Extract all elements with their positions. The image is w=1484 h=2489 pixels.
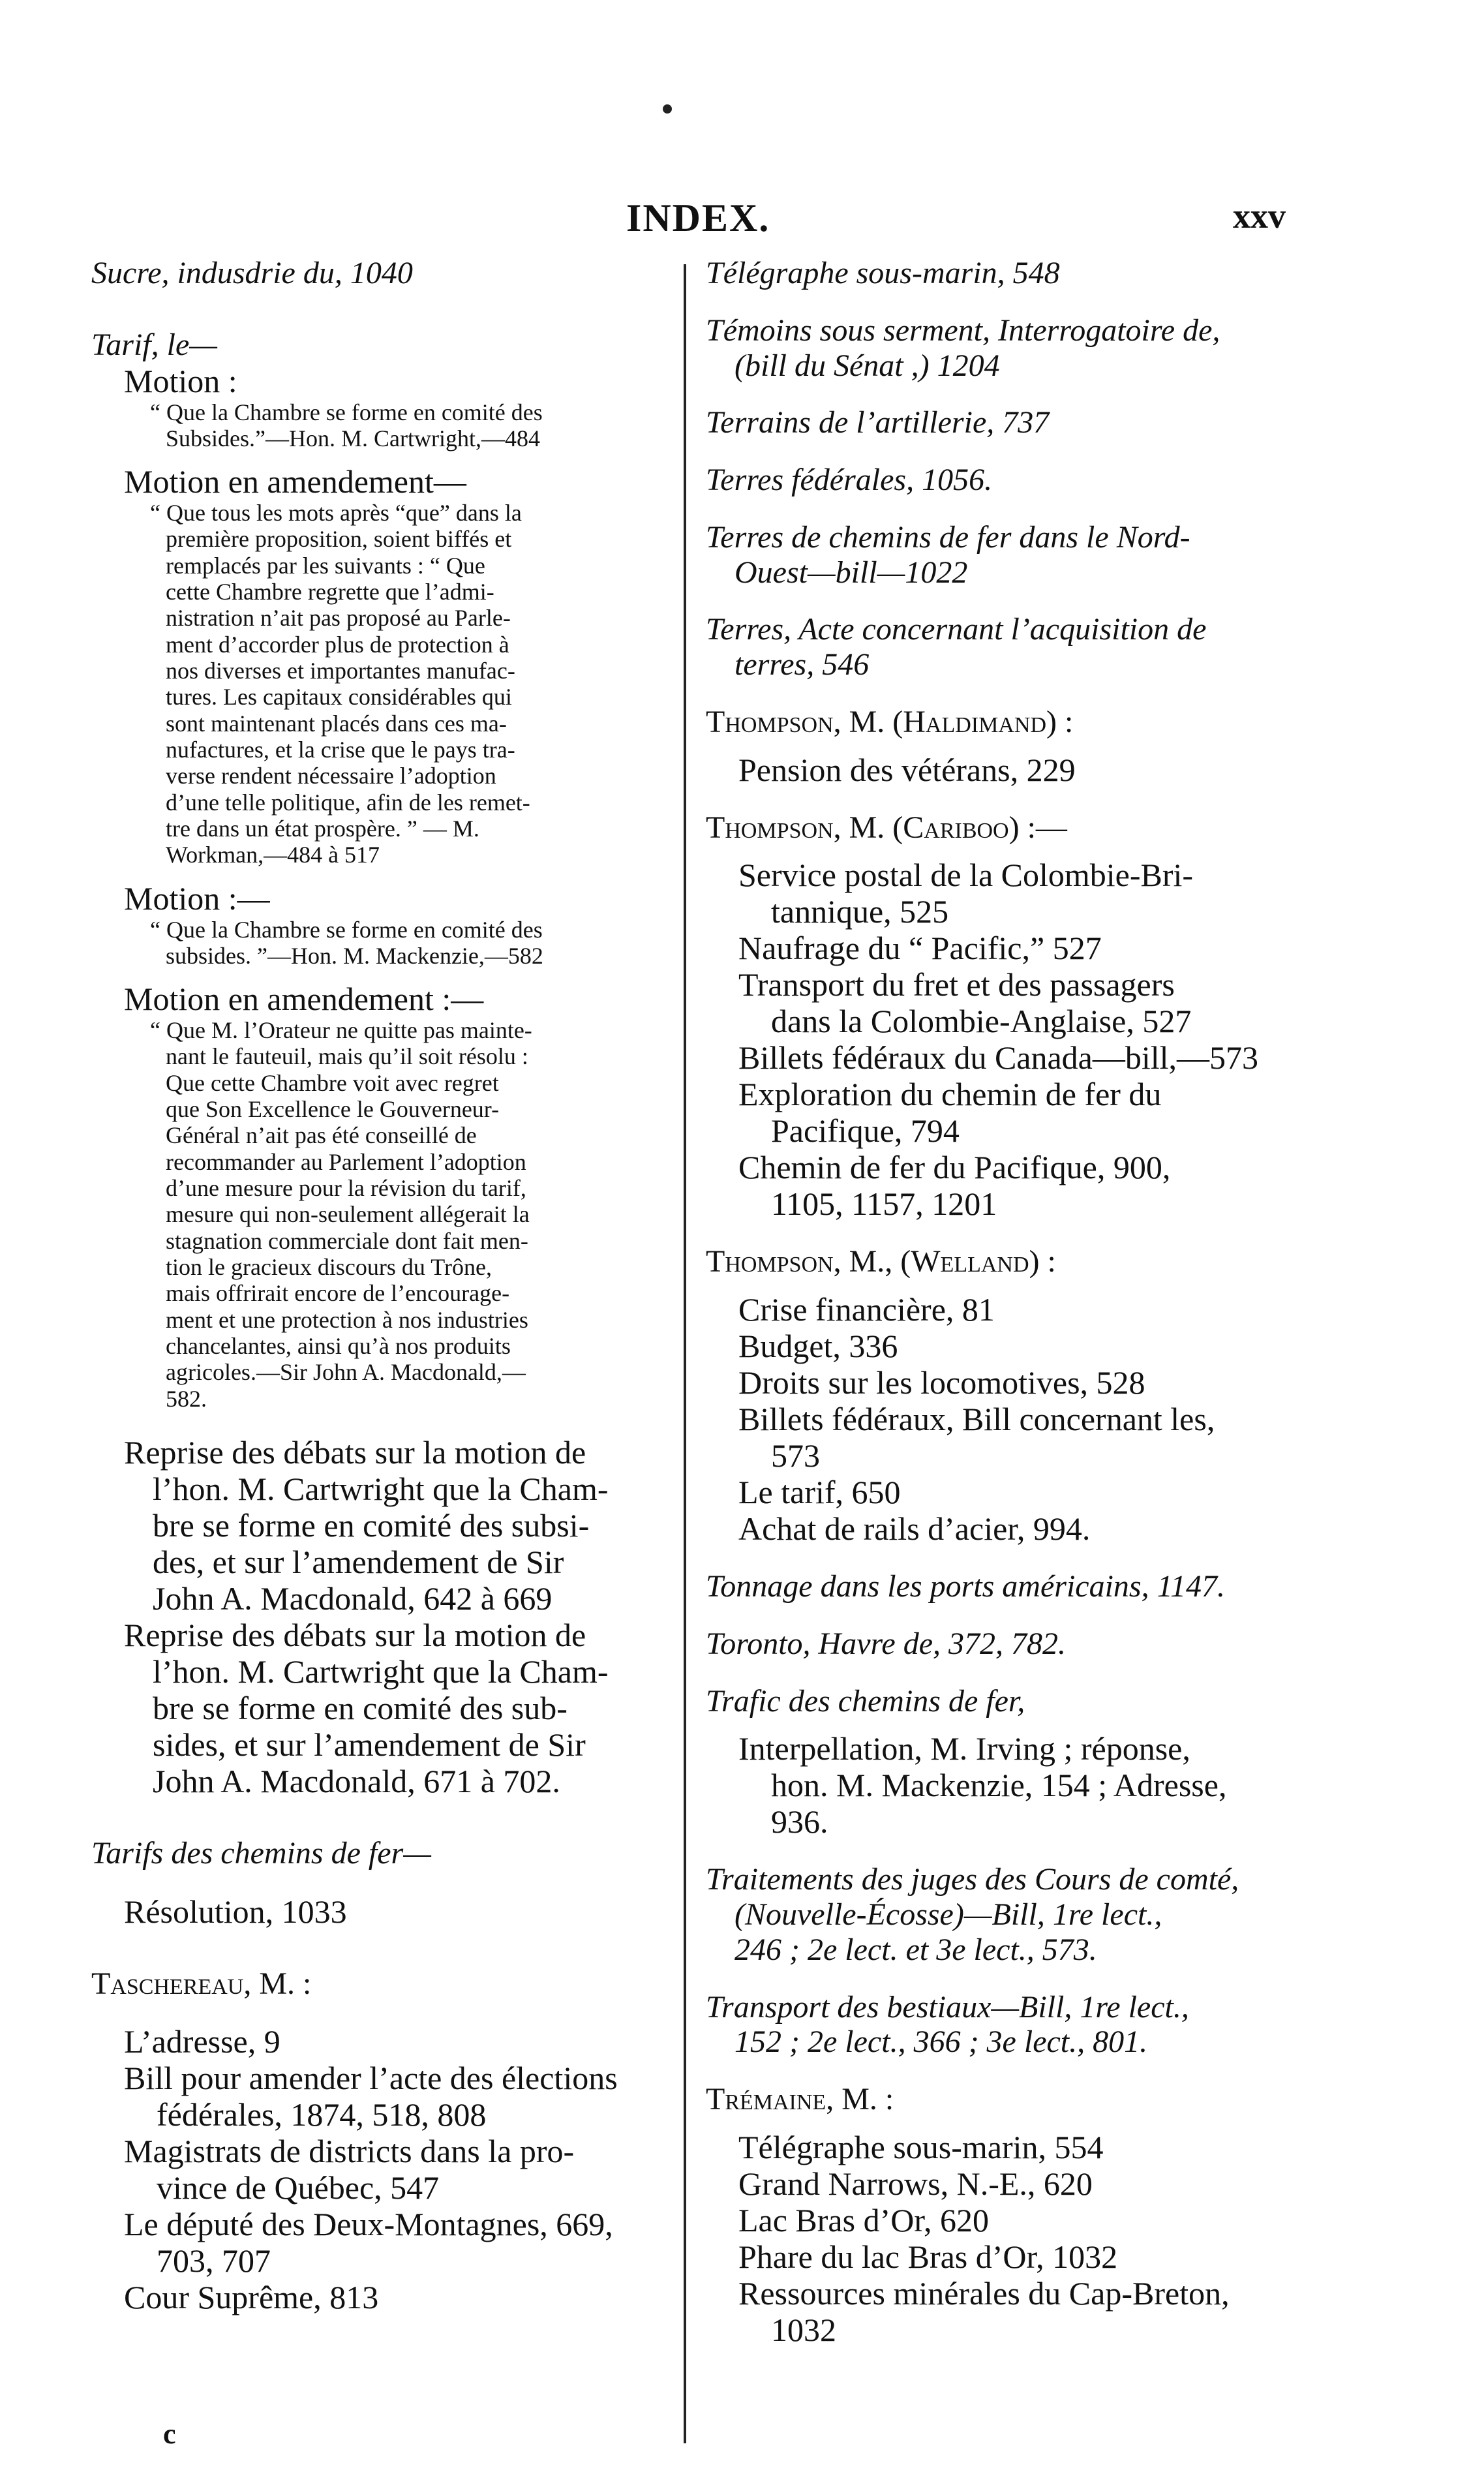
- sub-entry: [738, 930, 1401, 966]
- text-line: tre dans un état prospère. ” — M.: [166, 815, 479, 842]
- entry-telegraphe: Télégraphe sous-marin, 548: [706, 256, 1060, 290]
- sub-entry-line: vince de Québec, 547: [157, 2169, 440, 2207]
- sub-entry-line: Pension des vétérans, 229: [738, 751, 1076, 788]
- sub-entry: [738, 2275, 1401, 2348]
- sub-entry: [124, 2023, 672, 2060]
- motion-amendement-label-2: Motion en amendement :—: [124, 981, 484, 1018]
- text-line: Reprise des débats sur la motion de: [124, 1616, 586, 1653]
- sub-entry: [738, 857, 1401, 930]
- text-line: John A. Macdonald, 671 à 702.: [153, 1762, 560, 1799]
- text-line: d’une telle politique, afin de les remet-: [166, 789, 530, 816]
- reprise-1: [91, 1434, 672, 1617]
- sub-entry-line: Télégraphe sous-marin, 554: [738, 2128, 1104, 2165]
- quote-1: [91, 399, 672, 452]
- sub-entry-line: 703, 707: [157, 2242, 271, 2280]
- sub-entry-line: Le député des Deux-Montagnes, 669,: [124, 2206, 613, 2243]
- entry-temoins: [706, 313, 1401, 384]
- sub-entry-line: Le tarif, 650: [738, 1474, 901, 1510]
- text-line: sides, et sur l’amendement de Sir: [153, 1726, 586, 1763]
- text-line: sont maintenant placés dans ces ma-: [166, 710, 507, 737]
- text-line: Workman,—484 à 517: [166, 842, 380, 868]
- entry-toronto: Toronto, Havre de, 372, 782.: [706, 1626, 1066, 1661]
- text-line: des, et sur l’amendement de Sir: [153, 1543, 564, 1580]
- sub-entry-line: Interpellation, M. Irving ; réponse,: [738, 1730, 1190, 1767]
- sub-entry-line: 1105, 1157, 1201: [771, 1185, 997, 1223]
- sub-entry-line: Phare du lac Bras d’Or, 1032: [738, 2238, 1118, 2275]
- taschereau-items: [91, 2023, 672, 2315]
- text-line: Terres, Acte concernant l’acquisition de: [706, 612, 1207, 647]
- text-line: 246 ; 2e lect. et 3e lect., 573.: [734, 1932, 1097, 1967]
- text-line: mais offrirait encore de l’encourage-: [166, 1280, 510, 1307]
- sub-entry: [738, 1364, 1401, 1401]
- text-line: remplacés par les suivants : “ Que: [166, 552, 485, 579]
- motion-amendement-label: Motion en amendement—: [124, 463, 466, 500]
- sub-entry: [124, 2206, 672, 2279]
- sub-entry: [738, 1510, 1401, 1547]
- text-line: John A. Macdonald, 642 à 669: [153, 1580, 553, 1617]
- text-line: bre se forme en comité des subsi-: [153, 1506, 590, 1544]
- quote-4: [91, 1017, 672, 1412]
- sub-entry-line: Pacifique, 794: [771, 1112, 960, 1150]
- sub-entry-line: Achat de rails d’acier, 994.: [738, 1510, 1091, 1547]
- sub-entry-line: Bill pour amender l’acte des élections: [124, 2060, 618, 2097]
- sub-entry-line: L’adresse, 9: [124, 2023, 280, 2060]
- sub-entry-line: 1032: [771, 2311, 836, 2348]
- entry-thompson-cariboo: Thompson, M. (Cariboo) :—: [706, 810, 1067, 845]
- sub-entry: [738, 1401, 1401, 1474]
- sub-entry: [738, 1039, 1401, 1076]
- thompson-welland-items: [706, 1291, 1401, 1547]
- sub-entry-line: Transport du fret et des passagers: [738, 966, 1175, 1003]
- quote-3: [91, 917, 672, 970]
- entry-tarifs-chemins: Tarifs des chemins de fer—: [91, 1835, 431, 1871]
- text-line: Terres de chemins de fer dans le Nord-: [706, 519, 1190, 555]
- sub-entry-line: Chemin de fer du Pacifique, 900,: [738, 1149, 1171, 1186]
- sub-entry-line: Cour Suprême, 813: [124, 2279, 379, 2316]
- sub-entry-line: Billets fédéraux, Bill concernant les,: [738, 1401, 1215, 1437]
- motion-label: Motion :: [124, 362, 237, 399]
- sub-entry-line: Magistrats de districts dans la pro-: [124, 2133, 575, 2170]
- page-title: INDEX.: [626, 196, 770, 239]
- text-line: Ouest—bill—1022: [734, 555, 968, 590]
- sub-entry: [738, 1730, 1401, 1840]
- sub-entry: [738, 1149, 1401, 1222]
- quote-2: [91, 500, 672, 868]
- entry-tonnage: Tonnage dans les ports américains, 1147.: [706, 1569, 1226, 1604]
- thompson-cariboo-items: [706, 857, 1401, 1222]
- text-line: mesure qui non-seulement allégerait la: [166, 1201, 530, 1228]
- entry-thompson-welland: Thompson, M., (Welland) :: [706, 1244, 1056, 1279]
- sub-entry-line: Ressources minérales du Cap-Breton,: [738, 2274, 1230, 2312]
- right-column: [706, 256, 1401, 2348]
- entry-traitements: [706, 1862, 1401, 1967]
- entry-taschereau: Taschereau, M. :: [91, 1966, 312, 2001]
- sub-entry-line: Grand Narrows, N.-E., 620: [738, 2165, 1093, 2202]
- text-line: (Nouvelle-Écosse)—Bill, 1re lect.,: [734, 1897, 1162, 1932]
- sub-entry-line: Naufrage du “ Pacific,” 527: [738, 930, 1102, 967]
- sub-entry-line: Service postal de la Colombie-Bri-: [738, 857, 1194, 894]
- text-line: nos diverses et importantes manufac-: [166, 658, 515, 684]
- entry-sucre: Sucre, indusdrie du, 1040: [91, 256, 413, 290]
- text-line: subsides. ”—Hon. M. Mackenzie,—582: [166, 942, 543, 969]
- text-line: bre se forme en comité des sub-: [153, 1689, 568, 1726]
- sub-entry: [738, 1474, 1401, 1510]
- sub-entry: [738, 2129, 1401, 2165]
- entry-terres-federales: Terres fédérales, 1056.: [706, 463, 993, 497]
- sub-entry: [738, 1328, 1401, 1364]
- sub-entry-line: dans la Colombie-Anglaise, 527: [771, 1003, 1192, 1040]
- reprise-2: [91, 1617, 672, 1799]
- text-line: “ Que tous les mots après “que” dans la: [150, 500, 522, 527]
- sub-entry-line: Budget, 336: [738, 1328, 898, 1364]
- resolution: Résolution, 1033: [124, 1893, 347, 1930]
- text-line: nant le fauteuil, mais qu’il soit résolu :: [166, 1043, 528, 1070]
- text-line: Que cette Chambre voit avec regret: [166, 1069, 499, 1096]
- text-line: 152 ; 2e lect., 366 ; 3e lect., 801.: [734, 2024, 1148, 2060]
- sub-entry-line: hon. M. Mackenzie, 154 ; Adresse,: [771, 1767, 1227, 1804]
- text-line: (bill du Sénat ,) 1204: [734, 348, 1000, 383]
- entry-terres-chemins: [706, 520, 1401, 590]
- sub-entry-line: Billets fédéraux du Canada—bill,—573: [738, 1039, 1259, 1077]
- entry-transport-bestiaux: [706, 1990, 1401, 2060]
- text-line: d’une mesure pour la révision du tarif,: [166, 1175, 526, 1201]
- text-line: agricoles.—Sir John A. Macdonald,—: [166, 1359, 526, 1386]
- sub-entry-line: 936.: [771, 1803, 828, 1840]
- sub-entry: [738, 2202, 1401, 2238]
- sub-entry: [738, 2165, 1401, 2202]
- text-line: l’hon. M. Cartwright que la Cham-: [153, 1653, 609, 1690]
- sub-entry-line: Crise financière, 81: [738, 1291, 995, 1328]
- text-line: Reprise des débats sur la motion de: [124, 1433, 586, 1471]
- text-line: “ Que la Chambre se forme en comité des: [150, 916, 543, 943]
- motion-label-2: Motion :—: [124, 879, 270, 917]
- text-line: Témoins sous serment, Interrogatoire de,: [706, 313, 1220, 348]
- entry-trafic: Trafic des chemins de fer,: [706, 1683, 1025, 1718]
- entry-tremaine: Trémaine, M. :: [706, 2082, 894, 2116]
- sub-entry-line: 573: [771, 1437, 820, 1474]
- entry-tarif: Tarif, le—: [91, 327, 217, 362]
- sub-entry: [124, 2279, 672, 2315]
- trafic-items: [706, 1730, 1401, 1840]
- text-line: première proposition, soient biffés et: [166, 526, 512, 553]
- entry-terres-acte: [706, 612, 1401, 682]
- signature-mark: c: [163, 2418, 176, 2450]
- page-number: xxv: [1233, 196, 1286, 236]
- text-line: ment d’accorder plus de protection à: [166, 631, 509, 658]
- text-line: chancelantes, ainsi qu’à nos produits: [166, 1332, 511, 1359]
- text-line: Subsides.”—Hon. M. Cartwright,—484: [166, 425, 540, 451]
- sub-entry: [738, 1291, 1401, 1328]
- text-line: verse rendent nécessaire l’adoption: [166, 763, 496, 789]
- text-line: “ Que la Chambre se forme en comité des: [150, 399, 543, 425]
- left-column: [91, 256, 672, 2315]
- sub-entry-line: Exploration du chemin de fer du: [738, 1076, 1162, 1113]
- sub-entry: [124, 2060, 672, 2133]
- text-line: cette Chambre regrette que l’admi-: [166, 579, 494, 605]
- thompson-haldimand-items: [706, 752, 1401, 788]
- sub-entry-line: Droits sur les locomotives, 528: [738, 1364, 1145, 1401]
- text-line: Transport des bestiaux—Bill, 1re lect.,: [706, 1989, 1189, 2024]
- sub-entry: [738, 2238, 1401, 2275]
- sub-entry: [124, 2133, 672, 2206]
- text-line: l’hon. M. Cartwright que la Cham-: [153, 1470, 609, 1507]
- column-divider: [684, 264, 686, 2443]
- text-line: Traitements des juges des Cours de comté,: [706, 1862, 1239, 1897]
- text-line: terres, 546: [734, 647, 870, 682]
- text-line: tures. Les capitaux considérables qui: [166, 684, 512, 710]
- text-line: tion le gracieux discours du Trône,: [166, 1253, 492, 1280]
- entry-terrains: Terrains de l’artillerie, 737: [706, 405, 1050, 440]
- sub-entry: [738, 752, 1401, 788]
- text-line: 582.: [166, 1385, 207, 1412]
- tremaine-items: [706, 2129, 1401, 2348]
- sub-entry-line: tannique, 525: [771, 893, 949, 930]
- text-line: Général n’ait pas été conseillé de: [166, 1122, 477, 1149]
- text-line: ment et une protection à nos industries: [166, 1306, 528, 1333]
- text-line: “ Que M. l’Orateur ne quitte pas mainte-: [150, 1017, 532, 1044]
- entry-thompson-haldimand: Thompson, M. (Haldimand) :: [706, 704, 1074, 739]
- sub-entry-line: Lac Bras d’Or, 620: [738, 2201, 989, 2238]
- text-line: recommander au Parlement l’adoption: [166, 1148, 526, 1175]
- sub-entry: [738, 1076, 1401, 1149]
- text-line: que Son Excellence le Gouverneur-: [166, 1096, 500, 1123]
- sub-entry: [738, 966, 1401, 1039]
- ink-dot: [663, 104, 672, 114]
- text-line: nufactures, et la crise que le pays tra-: [166, 736, 515, 763]
- text-line: stagnation commerciale dont fait men-: [166, 1227, 528, 1254]
- text-line: nistration n’ait pas proposé au Parle-: [166, 605, 511, 632]
- sub-entry-line: fédérales, 1874, 518, 808: [157, 2096, 487, 2133]
